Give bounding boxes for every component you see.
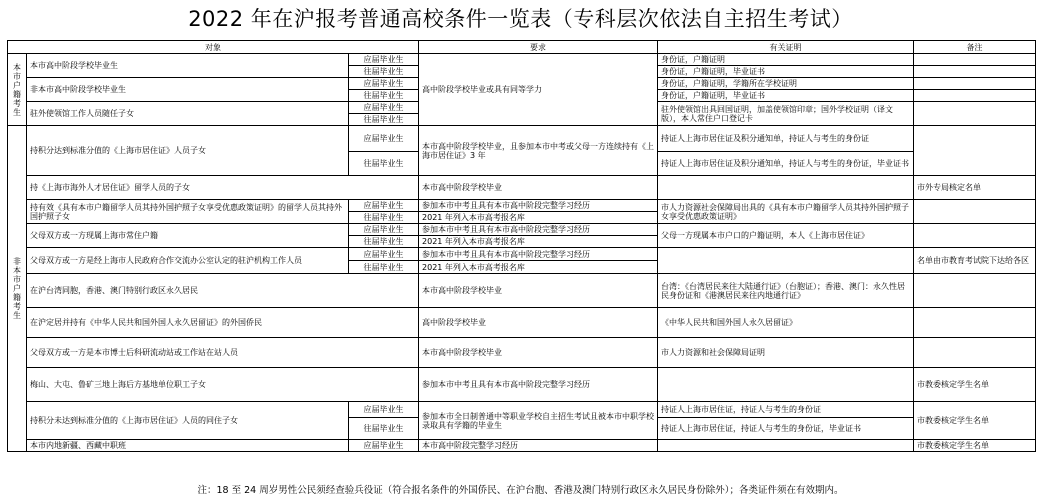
header-certificate: 有关证明 <box>658 41 914 54</box>
subject-cell: 本市高中阶段学校毕业生 <box>27 54 349 78</box>
table-row <box>8 338 1036 368</box>
table-row <box>8 274 1036 308</box>
remark-cell <box>914 224 1036 248</box>
requirement-cell: 本市高中阶段完整学习经历 <box>419 440 658 452</box>
status-past: 往届毕业生 <box>349 66 419 78</box>
remark-cell <box>914 308 1036 338</box>
certificate-cell: 市人力资源和社会保障局证明 <box>658 338 914 368</box>
requirement-cell: 高中阶段学校毕业 <box>419 308 658 338</box>
status-past: 往届毕业生 <box>349 261 419 274</box>
requirement-cell: 2021 年列入本市高考报名库 <box>419 236 658 248</box>
certificate-cell: 父母一方现属本市户口的户籍证明，本人《上海市居住证》 <box>658 224 914 248</box>
requirement-cell: 本市高中阶段学校毕业 <box>419 176 658 200</box>
subject-cell: 在沪定居并持有《中华人民共和国外国人永久居留证》的外国侨民 <box>27 308 419 338</box>
certificate-cell <box>658 176 914 200</box>
status-current: 应届毕业生 <box>349 54 419 66</box>
status-past: 往届毕业生 <box>349 212 419 224</box>
table-row <box>8 126 1036 152</box>
certificate-cell: 市人力资源社会保障局出具的《具有本市户籍留学人员其持外国护照子女享受优惠政策证明》 <box>658 200 914 224</box>
requirement-cell: 本市高中阶段学校毕业 <box>419 338 658 368</box>
remark-cell: 名单由市教育考试院下达给各区 <box>914 248 1036 274</box>
requirement-cell: 本市高中阶段学校毕业，且参加本市中考或父母一方连续持有《上海市居住证》3 年 <box>419 126 658 176</box>
remark-cell <box>914 200 1036 224</box>
certificate-cell: 台湾：《台湾居民来往大陆通行证》（台胞证）；香港、澳门：永久性居民身份证和《港澳居民来往内地通行证》 <box>658 274 914 308</box>
certificate-cell: 持证人上海市居住证，持证人与考生的身份证 <box>658 402 914 418</box>
status-current: 应届毕业生 <box>349 440 419 452</box>
header-row <box>8 41 1036 54</box>
certificate-cell: 身份证，户籍证明，毕业证书 <box>658 90 914 102</box>
status-past: 往届毕业生 <box>349 418 419 440</box>
status-past: 往届毕业生 <box>349 114 419 126</box>
status-current: 应届毕业生 <box>349 402 419 418</box>
remark-cell <box>914 78 1036 90</box>
conditions-table <box>7 40 1036 452</box>
remark-cell: 市教委核定学生名单 <box>914 440 1036 452</box>
status-current: 应届毕业生 <box>349 200 419 212</box>
subject-cell: 在沪台湾同胞，香港、澳门特别行政区永久居民 <box>27 274 419 308</box>
table-row <box>8 440 1036 452</box>
table-row <box>8 308 1036 338</box>
table-row <box>8 54 1036 66</box>
remark-cell <box>914 338 1036 368</box>
requirement-cell: 参加本市中考且具有本市高中阶段完整学习经历 <box>419 368 658 402</box>
table-row <box>8 200 1036 212</box>
subject-cell: 父母双方或一方是经上海市人民政府合作交流办公室认定的驻沪机构工作人员 <box>27 248 349 274</box>
certificate-cell <box>658 248 914 274</box>
category-nonlocal: 非本市户籍考生 <box>8 126 27 452</box>
certificate-cell <box>658 440 914 452</box>
page-title: 2022 年在沪报考普通高校条件一览表（专科层次依法自主招生考试） <box>188 7 853 31</box>
category-local: 本市户籍考生 <box>8 54 27 126</box>
certificate-cell: 身份证，户籍证明，学籍所在学校证明 <box>658 78 914 90</box>
table-row <box>8 176 1036 200</box>
status-current: 应届毕业生 <box>349 102 419 114</box>
certificate-cell: 身份证，户籍证明 <box>658 54 914 66</box>
subject-cell: 持《上海市海外人才居住证》留学人员的子女 <box>27 176 419 200</box>
remark-cell <box>914 274 1036 308</box>
remark-cell: 市教委核定学生名单 <box>914 368 1036 402</box>
requirement-cell: 参加本市中考且具有本市高中阶段完整学习经历 <box>419 224 658 236</box>
header-subject: 对象 <box>8 41 419 54</box>
remark-cell: 市教委核定学生名单 <box>914 402 1036 440</box>
status-current: 应届毕业生 <box>349 248 419 261</box>
remark-cell <box>914 102 1036 126</box>
status-past: 往届毕业生 <box>349 90 419 102</box>
status-past: 往届毕业生 <box>349 152 419 176</box>
subject-cell: 父母双方或一方现属上海市常住户籍 <box>27 224 349 248</box>
status-current: 应届毕业生 <box>349 224 419 236</box>
status-current: 应届毕业生 <box>349 126 419 152</box>
requirement-cell: 高中阶段学校毕业或具有同等学力 <box>419 54 658 126</box>
footnote: 注：18 至 24 周岁男性公民须经查验兵役证（符合报名条件的外国侨民、在沪台胞、香港及澳门特别行政区永久居民身份除外）；各类证件须在有效期内。 <box>197 485 844 496</box>
requirement-cell: 参加本市中考且具有本市高中阶段完整学习经历 <box>419 248 658 261</box>
subject-cell: 父母双方或一方是本市博士后科研流动站或工作站在站人员 <box>27 338 419 368</box>
header-requirement: 要求 <box>419 41 658 54</box>
remark-cell <box>914 54 1036 66</box>
certificate-cell: 持证人上海市居住证及积分通知单，持证人与考生的身份证 <box>658 126 914 152</box>
remark-cell <box>914 66 1036 78</box>
table-row <box>8 402 1036 418</box>
requirement-cell: 本市高中阶段学校毕业 <box>419 274 658 308</box>
subject-cell: 非本市高中阶段学校毕业生 <box>27 78 349 102</box>
remark-cell <box>914 90 1036 102</box>
subject-cell: 梅山、大屯、鲁矿三地上海后方基地单位职工子女 <box>27 368 419 402</box>
requirement-cell: 2021 年列入本市高考报名库 <box>419 212 658 224</box>
status-past: 往届毕业生 <box>349 236 419 248</box>
subject-cell: 持有效《具有本市户籍留学人员其持外国护照子女享受优惠政策证明》的留学人员其持外国护照子女 <box>27 200 349 224</box>
requirement-cell: 参加本市中考且具有本市高中阶段完整学习经历 <box>419 200 658 212</box>
certificate-cell <box>658 368 914 402</box>
table-row <box>8 248 1036 261</box>
subject-cell: 本市内地新疆、西藏中职班 <box>27 440 349 452</box>
subject-cell: 持积分达到标准分值的《上海市居住证》人员子女 <box>27 126 349 176</box>
certificate-cell: 身份证，户籍证明，毕业证书 <box>658 66 914 78</box>
subject-cell: 持积分未达到标准分值的《上海市居住证》人员的同住子女 <box>27 402 349 440</box>
remark-cell: 市外专局核定名单 <box>914 176 1036 200</box>
certificate-cell: 驻外使领馆出具回国证明，加盖使领馆印章；国外学校证明（译文版），本人常住户口登记卡 <box>658 102 914 126</box>
subject-cell: 驻外使领馆工作人员随任子女 <box>27 102 349 126</box>
remark-cell <box>914 126 1036 176</box>
status-current: 应届毕业生 <box>349 78 419 90</box>
requirement-cell: 参加本市全日制普通中等职业学校自主招生考试且被本市中职学校录取具有学籍的毕业生 <box>419 402 658 440</box>
table-row <box>8 368 1036 402</box>
header-remark: 备注 <box>914 41 1036 54</box>
certificate-cell: 《中华人民共和国外国人永久居留证》 <box>658 308 914 338</box>
table-row <box>8 224 1036 236</box>
certificate-cell: 持证人上海市居住证，持证人与考生的身份证，毕业证书 <box>658 418 914 440</box>
certificate-cell: 持证人上海市居住证及积分通知单，持证人与考生的身份证，毕业证书 <box>658 152 914 176</box>
requirement-cell: 2021 年列入本市高考报名库 <box>419 261 658 274</box>
